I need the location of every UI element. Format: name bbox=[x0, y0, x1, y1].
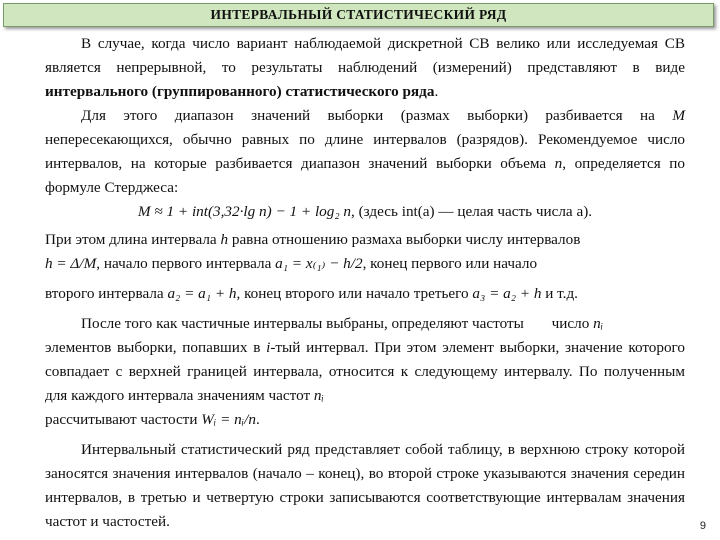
paragraph-4-body bbox=[45, 336, 685, 432]
p4-text-d: рассчитывают частости bbox=[45, 411, 198, 428]
p2-text-b: непересекающихся, обычно равных по длине интервалов (разрядов). Рекомендуемое число интервалов, на которые разбивается диапазон значений выборки объема bbox=[45, 131, 685, 172]
p1-text: В случае, когда число вариант наблюдаемой дискретной СВ велико или исследуемая СВ является непрерывной, то результаты наблюдений (измерений) представляют в виде bbox=[45, 35, 685, 76]
p4-text-b: элементов выборки, попавших в bbox=[45, 339, 261, 356]
formula-main: M ≈ 1 + int(3,32·lg n) − 1 + log₂ n, bbox=[137, 203, 355, 220]
p3-formula-h: h = Δ/M bbox=[45, 255, 97, 272]
p3-formula-a3: a₃ = a₂ + h bbox=[472, 285, 542, 302]
paragraph-1 bbox=[45, 32, 685, 104]
p3-formula-a2: a₂ = a₁ + h bbox=[167, 285, 237, 302]
paragraph-3 bbox=[45, 228, 685, 276]
paragraph-3-cont bbox=[45, 282, 685, 306]
p3-text-e: второго интервала bbox=[45, 285, 164, 302]
sturges-formula bbox=[45, 200, 685, 224]
slide-title: ИНТЕРВАЛЬНЫЙ СТАТИСТИЧЕСКИЙ РЯД bbox=[3, 3, 714, 27]
p2-var-n: n bbox=[554, 155, 563, 172]
p3-formula-a1: a₁ = x₍₁₎ − h/2 bbox=[275, 255, 363, 272]
p2-var-M: M bbox=[672, 107, 685, 124]
formula-note: (здесь int(a) — целая часть числа a). bbox=[358, 203, 593, 220]
p4-text-a: После того как частичные интервалы выбраны, определяют частоты bbox=[81, 315, 524, 332]
p3-text-f: , конец второго или начало третьего bbox=[236, 285, 469, 302]
paragraph-4 bbox=[45, 312, 685, 336]
p4-end: . bbox=[255, 411, 260, 428]
p3-text-d: , конец первого или начало bbox=[362, 255, 538, 272]
p4-text-c: -тый интервал. При этом элемент выборки, значение которого совпадает с верхней границей интервала, относится к следующему интервалу. По полученным для каждого интервала значениям частот bbox=[45, 339, 686, 404]
p3-text-c: , начало первого интервала bbox=[96, 255, 272, 272]
p3-var-h: h bbox=[220, 231, 229, 248]
p4-var-ni2: nᵢ bbox=[313, 387, 324, 404]
p4-text-pre: число bbox=[551, 315, 590, 332]
p3-text-g: и т.д. bbox=[545, 285, 578, 302]
body-text bbox=[45, 32, 685, 534]
paragraph-2 bbox=[45, 104, 685, 200]
p3-text-a: При этом длина интервала bbox=[45, 231, 221, 248]
p3-text-b: равна отношению размаха выборки числу интервалов bbox=[228, 231, 581, 248]
p4-var-i: i bbox=[266, 339, 271, 356]
p1-end: . bbox=[434, 83, 439, 100]
p2-text-c: , определяется по формуле Стерджеса: bbox=[45, 155, 686, 196]
page-number: 9 bbox=[699, 520, 706, 532]
p2-text-a: Для этого диапазон значений выборки (размах выборки) разбивается на bbox=[81, 107, 673, 124]
p1-bold-term: интервального (группированного) статистического ряда bbox=[45, 83, 435, 100]
p4-formula-w: Wᵢ = nᵢ/n bbox=[201, 411, 256, 428]
paragraph-5: Интервальный статистический ряд представляет собой таблицу, в верхнюю строку которой заносятся значения интервалов (начало – конец), во второй строке указываются значения середин интервалов, в третью и четвертую строки записываются соответствующие интервалам значения частот и частостей. bbox=[45, 441, 685, 530]
p4-var-ni: nᵢ bbox=[593, 315, 604, 332]
